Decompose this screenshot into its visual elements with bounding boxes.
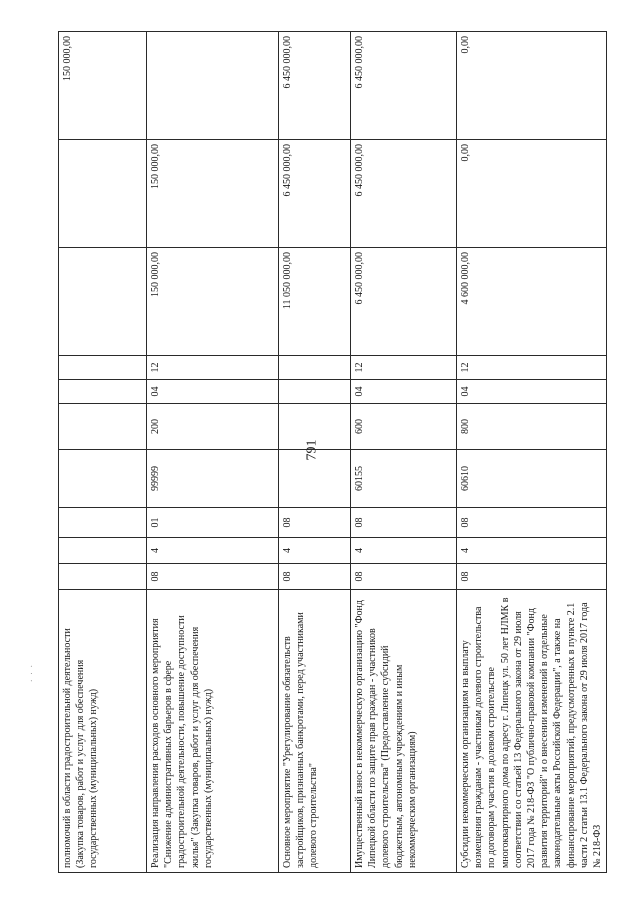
row-amount-cell: 6 450 000,00 [351,248,457,356]
row-code-cell [59,404,147,450]
row-description: Основное мероприятие "Урегулирование обязательств застройщиков, признанных банкротами, перед участниками долевого строительства" [279,590,351,873]
row-amount-cell: 150 000,00 [147,248,279,356]
row-code-cell: 12 [351,356,457,380]
row-code-cell: 12 [147,356,279,380]
row-code-cell: 04 [457,380,607,404]
margin-stamp: · · · [26,663,37,683]
row-code-cell [279,404,351,450]
row-code-cell [59,564,147,590]
table-frame [58,32,603,873]
table-row [351,32,457,873]
row-code-cell: 12 [457,356,607,380]
budget-table [58,31,607,873]
table-body [59,32,607,873]
row-code-cell: 08 [279,564,351,590]
row-amount-cell: 6 450 000,00 [351,140,457,248]
row-code-cell: 600 [351,404,457,450]
page-number: 791 [304,439,320,461]
row-description: Субсидии некоммерческим организациям на выплату возмещения гражданам - участникам долевого строительства по договорам участия в долевом строительстве многоквартирного дома по адресу г. Липецк ул. 50 лет НЛМК в соответствии со статьей 13 Федерального закона от 29 июля 2017 года № 218-ФЗ "О публично-правовой компании "Фонд развития территорий" и о внесении изменений в отдельные законодательные акты Российской Федерации", а также на финансирование мероприятий, предусмотренных в пункте 2.1 части 2 статьи 13.1 Федерального закона от 29 июля 2017 года № 218-ФЗ [457,590,607,873]
row-amount-cell [59,248,147,356]
row-code-cell: 08 [351,508,457,538]
row-code-cell: 4 [147,538,279,564]
row-amount-cell: 0,00 [457,32,607,140]
row-code-cell [59,450,147,508]
table-row [147,32,279,873]
row-amount-cell [147,32,279,140]
row-code-cell: 99999 [147,450,279,508]
row-code-cell: 60155 [351,450,457,508]
row-code-cell [279,356,351,380]
row-description: Реализация направления расходов основного мероприятия "Снижение административных барьеров в сфере градостроительной деятельности, повышение доступности жилья" (Закупка товаров, работ и услуг для обеспечения государственных (муниципальных) нужд) [147,590,279,873]
row-code-cell: 04 [147,380,279,404]
row-amount-cell: 150 000,00 [147,140,279,248]
row-code-cell: 08 [279,508,351,538]
table-row [279,32,351,873]
row-code-cell: 60610 [457,450,607,508]
rotated-table-container [58,32,603,873]
row-amount-cell: 6 450 000,00 [279,140,351,248]
row-amount-cell [59,140,147,248]
row-code-cell: 4 [457,538,607,564]
row-code-cell: 4 [279,538,351,564]
row-code-cell [59,538,147,564]
row-code-cell [59,356,147,380]
row-code-cell: 04 [351,380,457,404]
row-amount-cell: 6 450 000,00 [351,32,457,140]
row-code-cell: 08 [457,508,607,538]
row-amount-cell: 0,00 [457,140,607,248]
table-row [457,32,607,873]
row-amount-cell: 6 450 000,00 [279,32,351,140]
row-amount-cell: 150 000,00 [59,32,147,140]
row-amount-cell: 4 600 000,00 [457,248,607,356]
table-row [59,32,147,873]
row-code-cell [59,380,147,404]
row-code-cell [279,450,351,508]
row-code-cell: 800 [457,404,607,450]
row-code-cell [59,508,147,538]
row-amount-cell: 11 050 000,00 [279,248,351,356]
row-code-cell: 200 [147,404,279,450]
row-code-cell: 08 [351,564,457,590]
row-description: Имущественный взнос в некоммерческую организацию "Фонд Липецкой области по защите прав граждан - участников долевого строительства" (Предоставление субсидий бюджетным, автономным учреждениям и иным некоммерческим организациям) [351,590,457,873]
row-code-cell: 4 [351,538,457,564]
row-code-cell: 08 [457,564,607,590]
row-description: полномочий в области градостроительной деятельности (Закупка товаров, работ и услуг для обеспечения государственных (муниципальных) нужд) [59,590,147,873]
row-code-cell: 01 [147,508,279,538]
row-code-cell [279,380,351,404]
row-code-cell: 08 [147,564,279,590]
